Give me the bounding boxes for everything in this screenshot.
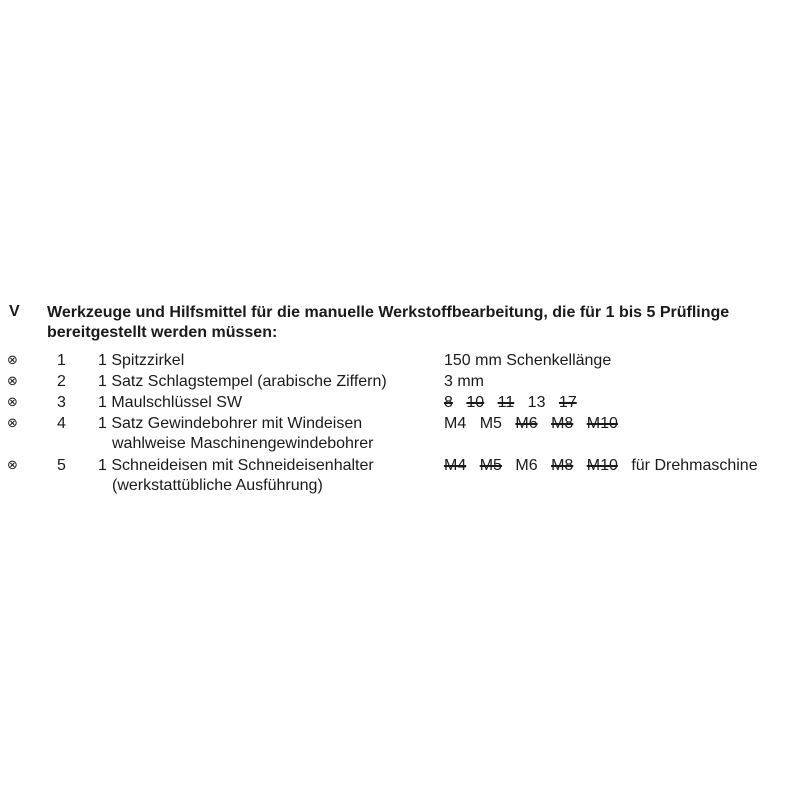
checkbox-marked-icon: ⊗ — [7, 416, 18, 431]
item-description: 1 Maulschlüssel SW — [98, 394, 243, 411]
item-number: 5 — [57, 457, 66, 474]
size-option: 10 — [466, 394, 485, 411]
checkbox-marked-icon: ⊗ — [7, 374, 18, 389]
checkbox-marked-icon: ⊗ — [7, 353, 18, 368]
item-description: 1 Schneideisen mit Schneideisenhalter — [98, 457, 374, 474]
item-spec: 3 mm — [444, 373, 484, 390]
item-description: 1 Satz Gewindebohrer mit Windeisen — [98, 415, 363, 432]
item-suffix: für Drehmaschine — [631, 457, 758, 474]
size-option: M8 — [551, 415, 574, 432]
section-letter: V — [9, 303, 20, 320]
item-number: 1 — [57, 352, 66, 369]
checkbox-marked-icon: ⊗ — [7, 395, 18, 410]
checkbox-marked-icon: ⊗ — [7, 458, 18, 473]
size-option: M4 — [444, 457, 467, 474]
size-option: 13 — [527, 394, 546, 411]
size-options — [444, 456, 758, 476]
size-option: M6 — [515, 415, 538, 432]
item-description: 1 Spitzzirkel — [98, 352, 185, 369]
item-number: 2 — [57, 373, 66, 390]
size-options — [444, 414, 627, 434]
size-option: M10 — [586, 457, 618, 474]
item-number: 4 — [57, 415, 66, 432]
item-description: 1 Satz Schlagstempel (arabische Ziffern) — [98, 373, 387, 390]
size-option: M4 — [444, 415, 467, 432]
size-option: M6 — [515, 457, 538, 474]
size-option: M5 — [479, 457, 502, 474]
size-option: 11 — [497, 394, 515, 411]
item-description-line2: wahlweise Maschinengewindebohrer — [112, 435, 374, 452]
size-option: M8 — [551, 457, 574, 474]
section-heading: Werkzeuge und Hilfsmittel für die manuelle Werkstoffbearbeitung, die für 1 bis 5 Prüflinge bereitgestellt werden müssen: — [47, 304, 730, 341]
item-number: 3 — [57, 394, 66, 411]
size-option: M10 — [586, 415, 618, 432]
size-option: 17 — [558, 394, 577, 411]
item-spec: 150 mm Schenkellänge — [444, 352, 612, 369]
size-options — [444, 393, 586, 413]
item-description-line2: (werkstattübliche Ausführung) — [112, 477, 323, 494]
size-option: M5 — [479, 415, 502, 432]
size-option: 8 — [444, 394, 453, 411]
